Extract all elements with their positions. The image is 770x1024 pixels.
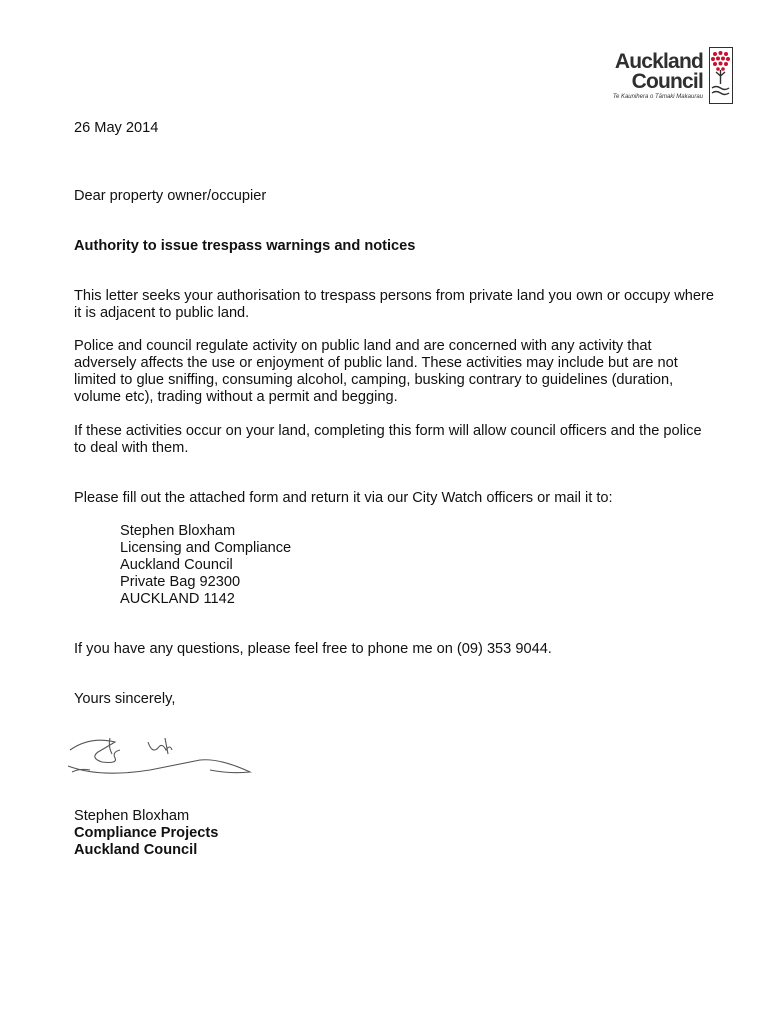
signatory-title: Compliance Projects [74,825,219,841]
logo-line-2: Council [631,70,703,93]
logo-tagline: Te Kaunihera o Tāmaki Makaurau [612,94,703,100]
address-line: AUCKLAND 1142 [120,591,235,607]
paragraph-1: This letter seeks your authorisation to trespass persons from private land you own or occupy where it is adjacent to public land. [74,288,715,321]
paragraph-4: Please fill out the attached form and return it via our City Watch officers or mail it to: [74,490,613,506]
address-line: Auckland Council [120,557,233,573]
auckland-council-logo [601,45,735,107]
letter-subject: Authority to issue trespass warnings and notices [74,238,416,254]
address-block [120,523,291,608]
letter-date: 26 May 2014 [74,120,159,136]
signatory-organisation: Auckland Council [74,842,198,858]
salutation: Dear property owner/occupier [74,188,267,204]
paragraph-2: Police and council regulate activity on public land and are concerned with any activity that adversely affects the use or enjoyment of public land. These activities may include but are not limited to glue sniffing, consuming alcohol, camping, busking contrary to guidelines (duration, volume etc), trading without a permit and begging. [74,338,678,405]
signatory-name: Stephen Bloxham [74,808,190,824]
logo-line-1: Auckland [614,50,703,73]
paragraph-3: If these activities occur on your land, completing this form will allow council officers and the police to deal with them. [74,423,702,456]
handwritten-signature [60,728,260,788]
address-line: Licensing and Compliance [120,540,292,556]
questions-paragraph: If you have any questions, please feel free to phone me on (09) 353 9044. [74,641,552,657]
address-line: Stephen Bloxham [120,523,236,539]
closing: Yours sincerely, [74,691,176,707]
address-line: Private Bag 92300 [120,574,241,590]
pohutukawa-emblem-icon [709,47,733,104]
